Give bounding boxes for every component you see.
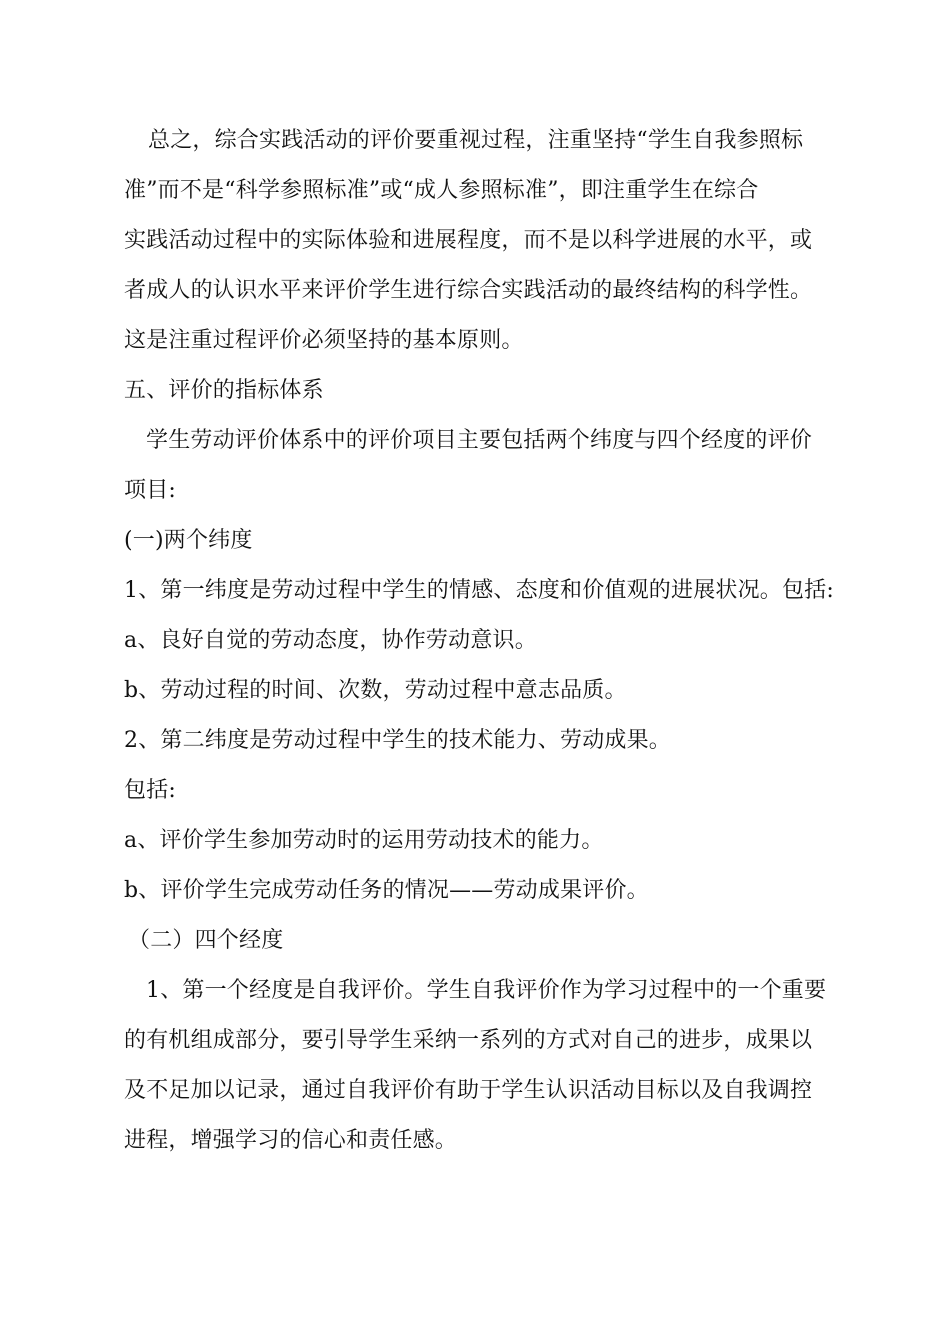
subsection-heading: (一)两个纬度 — [124, 528, 253, 553]
paragraph-line: 及不足加以记录，通过自我评价有助于学生认识活动目标以及自我调控 — [124, 1078, 813, 1103]
paragraph-line: 者成人的认识水平来评价学生进行综合实践活动的最终结构的科学性。 — [124, 278, 813, 303]
paragraph-line: 实践活动过程中的实际体验和进展程度，而不是以科学进展的水平，或 — [124, 228, 813, 253]
paragraph-line: 总之，综合实践活动的评价要重视过程，注重坚持“学生自我参照标 — [148, 128, 804, 153]
list-item: 2、第二纬度是劳动过程中学生的技术能力、劳动成果。 — [124, 728, 671, 753]
document-body — [124, 116, 840, 1166]
list-item: b、劳动过程的时间、次数，劳动过程中意志品质。 — [124, 678, 627, 703]
subsection-heading: （二）四个经度 — [128, 928, 284, 953]
section-heading: 五、评价的指标体系 — [124, 378, 324, 403]
paragraph-line: 项目: — [124, 478, 177, 503]
paragraph-line: 准”而不是“科学参照标准”或“成人参照标准”，即注重学生在综合 — [124, 178, 759, 203]
list-item: a、评价学生参加劳动时的运用劳动技术的能力。 — [124, 828, 604, 853]
paragraph-line: 1、第一个经度是自我评价。学生自我评价作为学习过程中的一个重要 — [146, 978, 827, 1003]
list-item: a、良好自觉的劳动态度，协作劳动意识。 — [124, 628, 537, 653]
paragraph-line: 包括: — [124, 778, 177, 803]
paragraph-line: 的有机组成部分，要引导学生采纳一系列的方式对自己的进步，成果以 — [124, 1028, 813, 1053]
paragraph-line: 这是注重过程评价必须坚持的基本原则。 — [124, 328, 524, 353]
paragraph-line: 进程，增强学习的信心和责任感。 — [124, 1128, 458, 1153]
list-item: 1、第一纬度是劳动过程中学生的情感、态度和价值观的进展状况。包括: — [124, 578, 835, 603]
list-item: b、评价学生完成劳动任务的情况——劳动成果评价。 — [124, 878, 649, 903]
paragraph-line: 学生劳动评价体系中的评价项目主要包括两个纬度与四个经度的评价 — [146, 428, 813, 453]
